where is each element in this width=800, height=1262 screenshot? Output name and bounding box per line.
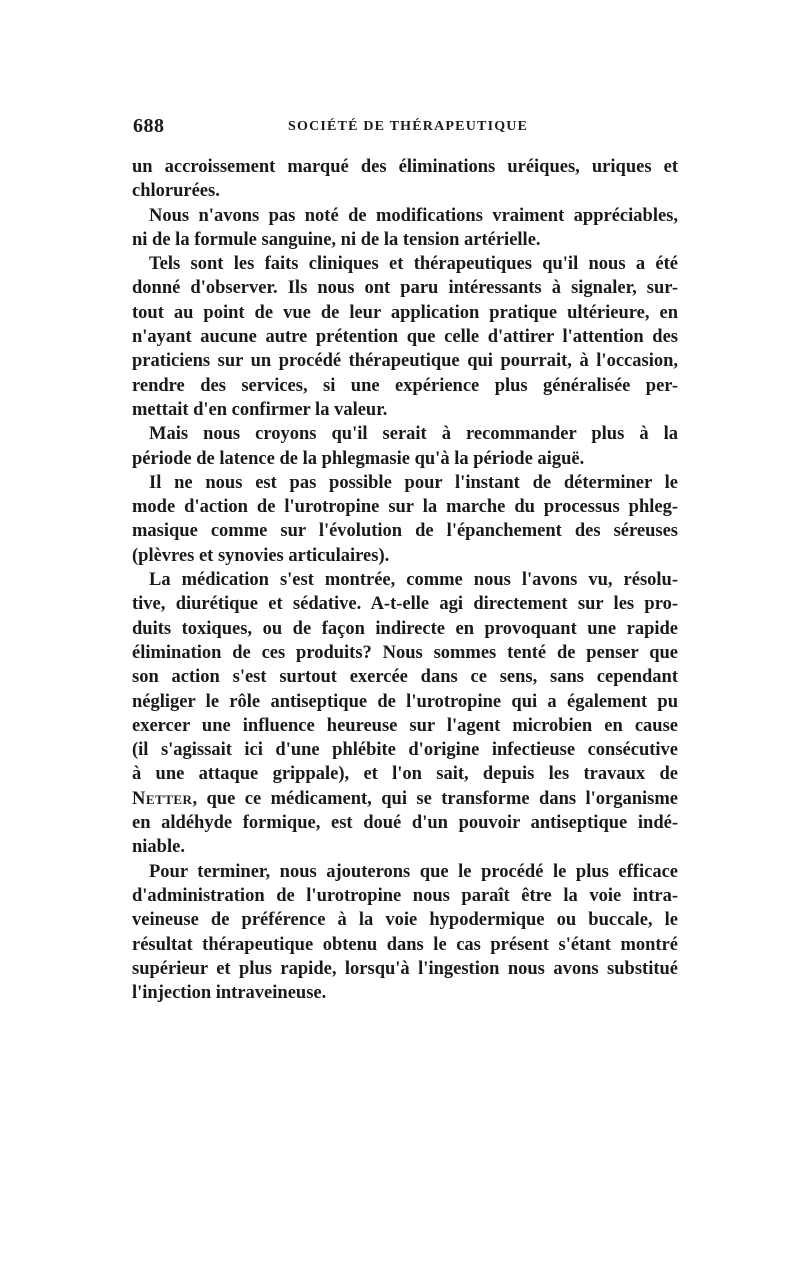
paragraph-first-line: Tels sont les faits cliniques et thérapeutiques qu'il nous a été	[149, 254, 678, 275]
text-line: chlorurées.	[132, 181, 220, 202]
text-line: résultat thérapeutique obtenu dans le cas présent s'étant montré	[132, 934, 678, 955]
text-line: mode d'action de l'urotropine sur la marche du processus phleg-	[132, 497, 678, 518]
paragraph-first-line: Mais nous croyons qu'il serait à recommander plus à la	[149, 424, 678, 445]
running-title: SOCIÉTÉ DE THÉRAPEUTIQUE	[288, 119, 529, 134]
text-line: n'ayant aucune autre prétention que celle d'attirer l'attention des	[132, 327, 678, 348]
text-line: supérieur et plus rapide, lorsqu'à l'ingestion nous avons substitué	[132, 958, 678, 979]
paragraph-first-line: Nous n'avons pas noté de modifications vraiment appréciables,	[149, 205, 678, 226]
text-line: tive, diurétique et sédative. A-t-elle agi directement sur les pro-	[132, 594, 678, 615]
text-line: niable.	[132, 837, 185, 858]
page-number: 688	[133, 115, 165, 137]
text-line: praticiens sur un procédé thérapeutique qui pourrait, à l'occasion,	[132, 351, 678, 372]
text-line: exercer une influence heureuse sur l'agent microbien en cause	[132, 715, 678, 736]
text-line: donné d'observer. Ils nous ont paru intéressants à signaler, sur-	[132, 278, 678, 299]
text-line: en aldéhyde formique, est doué d'un pouvoir antiseptique indé-	[132, 813, 678, 834]
paragraph-first-line: Pour terminer, nous ajouterons que le procédé le plus efficace	[149, 861, 678, 882]
page-header	[133, 115, 678, 141]
text-line: tout au point de vue de leur application pratique ultérieure, en	[132, 302, 678, 323]
text-line: (plèvres et synovies articulaires).	[132, 545, 390, 566]
author-name: Netter	[132, 788, 193, 809]
text-line: ni de la formule sanguine, ni de la tension artérielle.	[132, 229, 541, 250]
text-line: rendre des services, si une expérience plus généralisée per-	[132, 375, 678, 396]
text-line: veineuse de préférence à la voie hypodermique ou buccale, le	[132, 910, 678, 931]
paragraph-first-line: Il ne nous est pas possible pour l'instant de déterminer le	[149, 472, 678, 493]
paragraph-first-line: La médication s'est montrée, comme nous l'avons vu, résolu-	[149, 570, 678, 591]
text-line-remainder: , que ce médicament, qui se transforme dans l'organisme	[192, 788, 678, 809]
text-line: mettait d'en confirmer la valeur.	[132, 399, 388, 420]
body-text	[132, 155, 678, 1005]
text-line: duits toxiques, ou de façon indirecte en provoquant une rapide	[132, 618, 678, 639]
text-line: négliger le rôle antiseptique de l'urotropine qui a également pu	[132, 691, 678, 712]
text-line: à une attaque grippale), et l'on sait, depuis les travaux de	[132, 764, 678, 785]
text-line: l'injection intraveineuse.	[132, 983, 327, 1004]
text-line: élimination de ces produits? Nous sommes tenté de penser que	[132, 642, 678, 663]
text-line: d'administration de l'urotropine nous paraît être la voie intra-	[132, 885, 678, 906]
text-line-with-author	[132, 787, 678, 811]
text-line: période de latence de la phlegmasie qu'à la période aiguë.	[132, 448, 585, 469]
text-line: un accroissement marqué des éliminations uréiques, uriques et	[132, 157, 678, 177]
text-line: son action s'est surtout exercée dans ce sens, sans cependant	[132, 667, 678, 688]
text-line: (il s'agissait ici d'une phlébite d'origine infectieuse consécutive	[132, 740, 678, 761]
text-line: masique comme sur l'évolution de l'épanchement des séreuses	[132, 521, 678, 542]
